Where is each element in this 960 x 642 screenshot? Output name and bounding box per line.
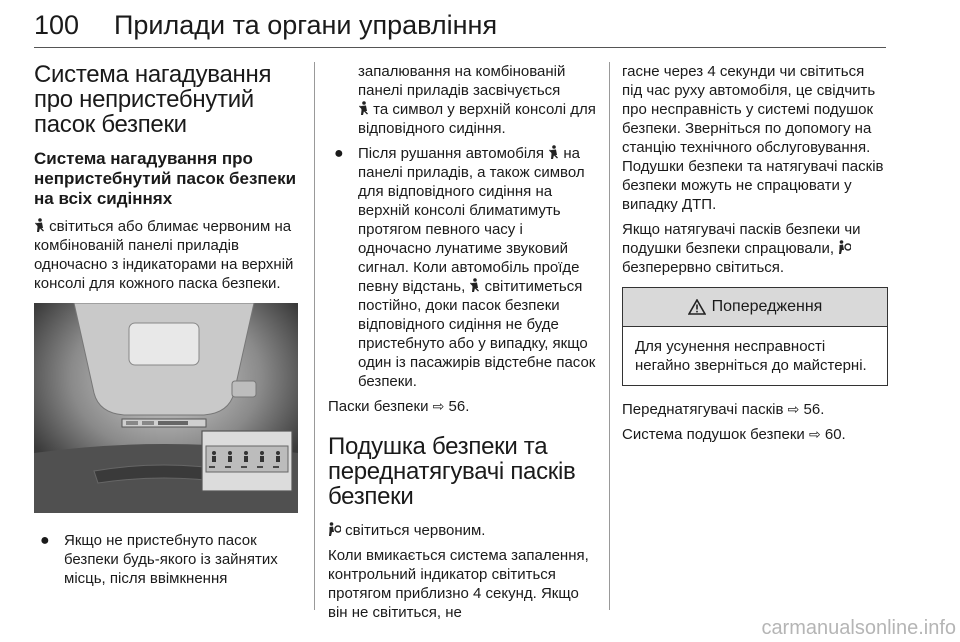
warning-text: Для усунення несправності негайно зверніться до майстерні. (635, 338, 867, 374)
page-reference-arrow-icon: ⇨ (787, 401, 800, 417)
reference-pretensioners: Переднатягувачі пасків ⇨ 56. (622, 401, 825, 418)
column-divider-2 (609, 62, 610, 610)
bullet-dot: ● (334, 145, 344, 162)
seatbelt-warning-icon (34, 218, 45, 233)
reference-airbag-system: Система подушок безпеки ⇨ 60. (622, 426, 846, 443)
header-rule (34, 47, 886, 48)
seatbelt-warning-icon (358, 101, 369, 116)
column-2 (328, 62, 596, 628)
section-heading-belt-reminder: Система нагадування про непристебнутий пасок безпеки (34, 61, 272, 138)
subsection-heading-all-seats: Система нагадування про непристебнутий пасок безпеки на всіх сидіннях (34, 149, 297, 208)
warning-body (623, 327, 887, 385)
paragraph-ignition-check: Коли вмикається система запалення, контрольний індикатор світиться протягом приблизно 4 секунд. Якщо він не світиться, не (328, 547, 589, 621)
page-number: 100 (34, 10, 80, 40)
paragraph-belt-indicator: світиться або блимає червоним на комбінованій панелі приладів одночасно з індикаторами на верхній консолі для кожного паска безпеки. (34, 218, 294, 292)
section-heading-airbag: Подушка безпеки та переднатягувачі пасків безпеки (328, 433, 576, 510)
column-divider-1 (314, 62, 315, 610)
bullet-item-driving: ● Після рушання автомобіля на панелі приладів, а також символ для відповідного сидіння на верхній консолі блиматимуть протягом певного часу і одночасно лунатиме звуковий сигнал. Коли автомобіль проїде певну відстань, світитиметься постійно, доки пасок безпеки відповідного сидіння не буде пристебнуто або у випадку, якщо один із пасажирів відстебне пасок безпеки. (334, 145, 596, 390)
warning-title: Попередження (711, 298, 823, 315)
bullet-item-unfastened: ● Якщо не пристебнуто пасок безпеки будь-якого із зайнятих місць, після ввімкнення (40, 532, 278, 587)
reference-seat-belts: Паски безпеки ⇨ 56. (328, 398, 470, 415)
seatbelt-warning-icon (469, 278, 480, 293)
column-3 (622, 62, 888, 450)
bullet-continuation: запалювання на комбінованій панелі приладів засвічується та символ у верхній консолі для відповідного сидіння. (358, 63, 596, 137)
paragraph-airbag-fault: гасне через 4 секунди чи світиться під час руху автомобіля, це свідчить про несправність у системі подушок безпеки. Зверніться по допомогу на станцію технічного обслуговування. Подушки безпеки та натягувачі пасків безпеки можуть не спрацювати у випадку ДТП. (622, 63, 884, 213)
page-reference-arrow-icon: ⇨ (808, 426, 821, 442)
paragraph-airbag-deployed: Якщо натягувачі пасків безпеки чи подушки безпеки спрацювали, безперервно світиться. (622, 221, 861, 276)
bullet-list-2 (328, 144, 596, 391)
warning-triangle-icon (688, 299, 706, 315)
overhead-console-photo (34, 303, 298, 513)
bullet-dot: ● (40, 532, 50, 549)
seatbelt-warning-icon (548, 145, 559, 160)
airbag-warning-icon (838, 240, 851, 255)
warning-box (622, 287, 888, 386)
airbag-warning-icon (328, 522, 341, 537)
overhead-console-illustration (34, 303, 298, 513)
page-header (34, 6, 886, 46)
running-title: Прилади та органи управління (114, 10, 498, 40)
paragraph-airbag-indicator: світиться червоним. (328, 521, 596, 540)
column-1 (34, 62, 300, 594)
bullet-list-1 (34, 531, 300, 588)
watermark: carmanualsonline.info (761, 617, 956, 639)
warning-header (623, 288, 887, 327)
page-reference-arrow-icon: ⇨ (432, 398, 445, 414)
